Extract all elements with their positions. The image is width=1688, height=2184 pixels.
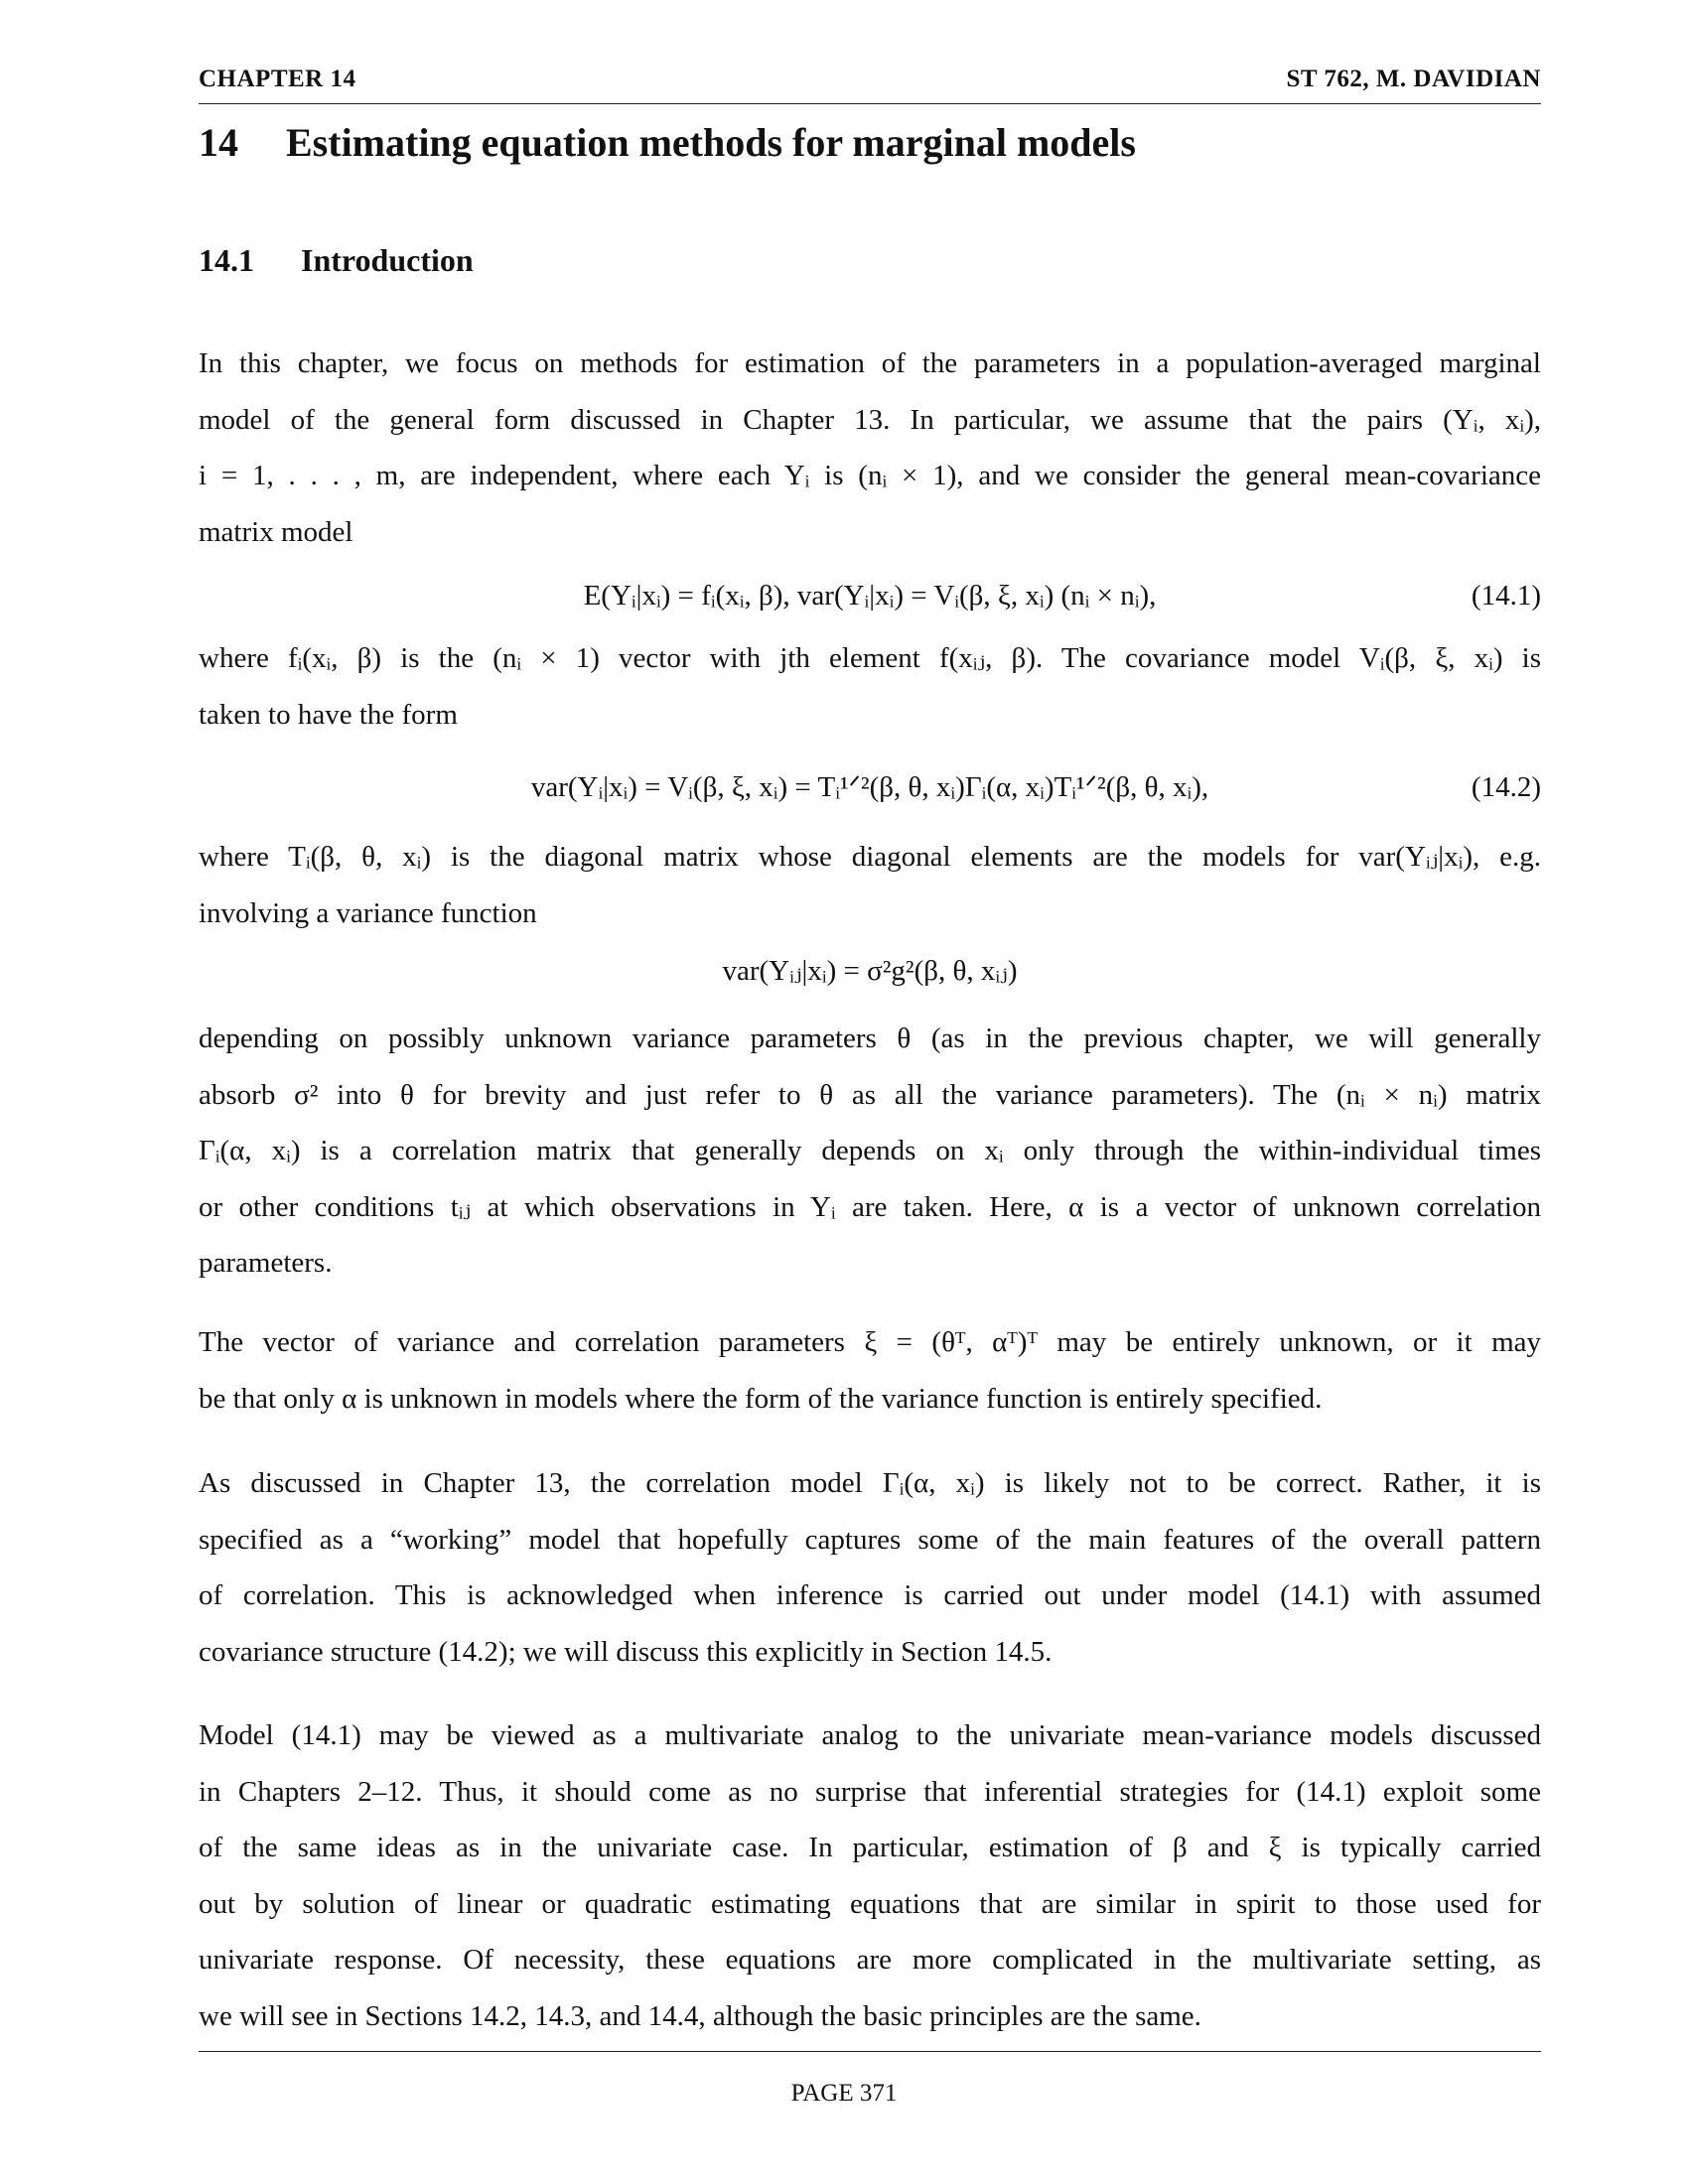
running-header-chapter: CHAPTER 14: [199, 66, 356, 92]
equation-body: E(Yᵢ|xᵢ) = fᵢ(xᵢ, β), var(Yᵢ|xᵢ) = Vᵢ(β, ξ, xᵢ) (nᵢ × nᵢ),: [583, 580, 1157, 612]
text-line: As discussed in Chapter 13, the correlation model Γᵢ(α, xᵢ) is likely not to be correct. Rather, it is: [199, 1467, 1541, 1499]
text-line: absorb σ² into θ for brevity and just refer to θ as all the variance parameters). The (nᵢ × nᵢ) matrix: [199, 1078, 1541, 1111]
text-line: be that only α is unknown in models where the form of the variance function is entirely specified.: [199, 1382, 1323, 1415]
section-title-text: Introduction: [301, 242, 474, 278]
text-line: of correlation. This is acknowledged when inference is carried out under model (14.1) with assumed: [199, 1579, 1541, 1611]
chapter-title: [199, 119, 1136, 166]
text-line: where Tᵢ(β, θ, xᵢ) is the diagonal matrix whose diagonal elements are the models for var(Yᵢⱼ|xᵢ), e.g.: [199, 841, 1541, 873]
text-line: depending on possibly unknown variance parameters θ (as in the previous chapter, we will generally: [199, 1023, 1541, 1054]
paragraph-multivariate-analog: [199, 1707, 1541, 2044]
text-line: specified as a “working” model that hopefully captures some of the main features of the overall pattern: [199, 1523, 1541, 1556]
equation-14-1: [199, 571, 1541, 620]
text-line: we will see in Sections 14.2, 14.3, and 14.4, although the basic principles are the same.: [199, 1999, 1201, 2032]
section-title: [199, 242, 474, 279]
text-line: i = 1, . . . , m, are independent, where each Yᵢ is (nᵢ × 1), and we consider the general mean-covariance: [199, 460, 1541, 491]
text-line: Γᵢ(α, xᵢ) is a correlation matrix that generally depends on xᵢ only through the within-individual times: [199, 1135, 1541, 1166]
page-number: PAGE 371: [790, 2080, 898, 2107]
equation-label: (14.1): [1471, 580, 1541, 612]
running-header: [199, 66, 1541, 101]
equation-14-2: [199, 762, 1541, 812]
paragraph-covariance-model: [199, 630, 1541, 743]
text-line: matrix model: [199, 515, 353, 548]
text-line: of the same ideas as in the univariate case. In particular, estimation of β and ξ is typically carried: [199, 1832, 1541, 1863]
text-line: taken to have the form: [199, 698, 458, 731]
footer-rule: [199, 2051, 1541, 2052]
header-rule: [199, 103, 1541, 104]
chapter-number: 14: [199, 120, 238, 165]
equation-body: var(Yᵢ|xᵢ) = Vᵢ(β, ξ, xᵢ) = Tᵢ¹ᐟ²(β, θ, xᵢ)Γᵢ(α, xᵢ)Tᵢ¹ᐟ²(β, θ, xᵢ),: [530, 771, 1209, 803]
paragraph-diagonal-matrix: [199, 829, 1541, 941]
text-line: where fᵢ(xᵢ, β) is the (nᵢ × 1) vector with jth element f(xᵢⱼ, β). The covariance model Vᵢ(β, ξ, xᵢ) is: [199, 642, 1541, 674]
text-line: The vector of variance and correlation parameters ξ = (θᵀ, αᵀ)ᵀ may be entirely unknown, or it may: [199, 1326, 1541, 1358]
chapter-title-text: Estimating equation methods for marginal models: [286, 120, 1136, 165]
text-line: covariance structure (14.2); we will discuss this explicitly in Section 14.5.: [199, 1635, 1053, 1668]
text-line: involving a variance function: [199, 896, 537, 929]
paragraph-variance-parameters: [199, 1011, 1541, 1292]
equation-label: (14.2): [1471, 771, 1541, 803]
paragraph-parameter-vector: [199, 1314, 1541, 1427]
section-number: 14.1: [199, 242, 254, 278]
running-header-course: ST 762, M. DAVIDIAN: [1286, 66, 1541, 92]
equation-variance-function: [199, 946, 1541, 996]
text-line: univariate response. Of necessity, these equations are more complicated in the multivariate setting, as: [199, 1944, 1541, 1976]
paragraph-working-model: [199, 1455, 1541, 1680]
text-line: out by solution of linear or quadratic estimating equations that are similar in spirit to those used for: [199, 1887, 1541, 1920]
text-line: or other conditions tᵢⱼ at which observations in Yᵢ are taken. Here, α is a vector of unknown correlation: [199, 1190, 1541, 1223]
text-line: in Chapters 2–12. Thus, it should come as no surprise that inferential strategies for (14.1) exploit some: [199, 1775, 1541, 1808]
equation-body: var(Yᵢⱼ|xᵢ) = σ²g²(β, θ, xᵢⱼ): [722, 955, 1018, 987]
paragraph-intro: [199, 336, 1541, 560]
text-line: model of the general form discussed in Chapter 13. In particular, we assume that the pairs (Yᵢ, xᵢ),: [199, 403, 1541, 436]
text-line: Model (14.1) may be viewed as a multivariate analog to the univariate mean-variance models discussed: [199, 1719, 1541, 1751]
text-line: parameters.: [199, 1247, 333, 1279]
text-line: In this chapter, we focus on methods for estimation of the parameters in a population-averaged marginal: [199, 347, 1541, 379]
